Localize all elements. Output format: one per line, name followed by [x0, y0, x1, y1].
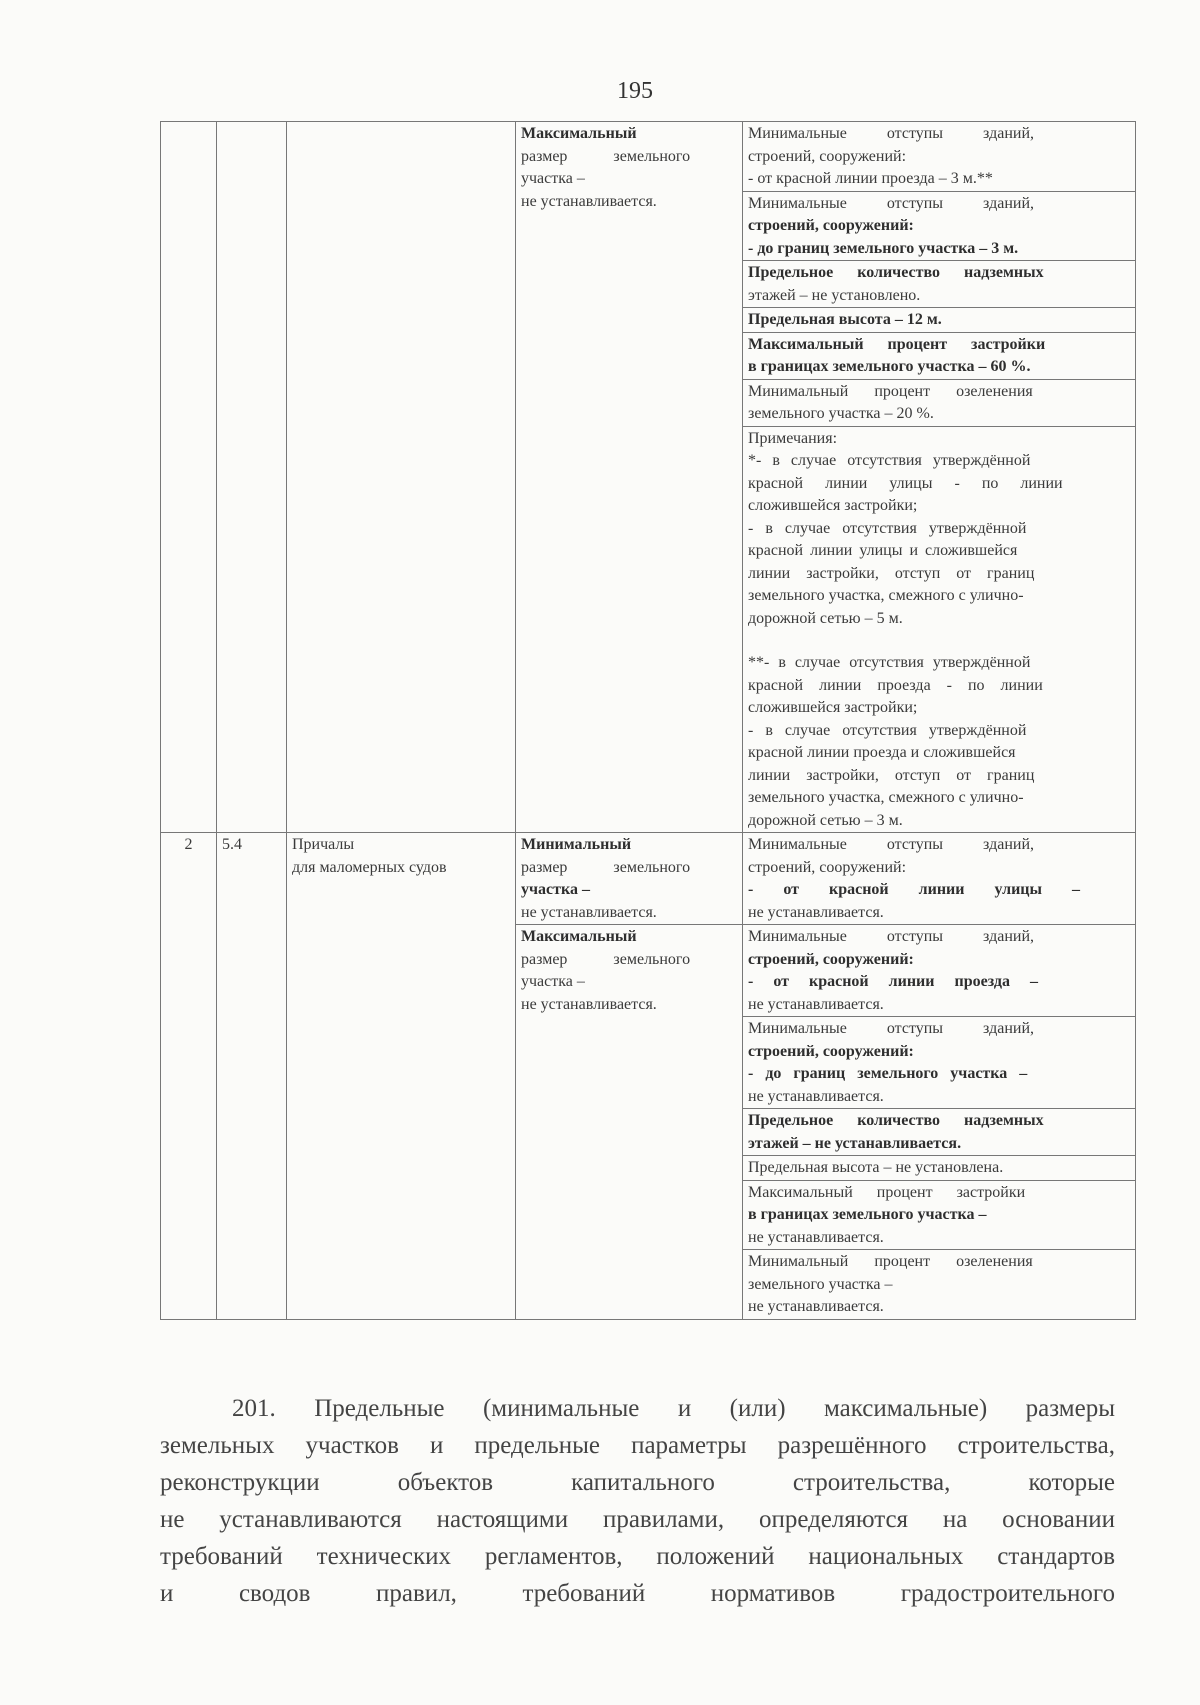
name-cell-empty: [287, 122, 516, 833]
code-cell-empty: [217, 122, 287, 833]
max-size-cell: Максимальный размер земельного участка – не устанавливается.: [516, 925, 743, 1320]
use-code: 5.4: [217, 833, 287, 1320]
param-cell: Минимальные отступы зданий, строений, сооружений: - от красной линии проезда – не устанавливается.: [743, 925, 1136, 1017]
table-row: [161, 122, 1136, 192]
param-cell: Предельное количество надземных этажей – не устанавливается.: [743, 1109, 1136, 1156]
land-parameters-table: [160, 121, 1136, 1320]
max-size-cell: Максимальный размер земельного участка – не устанавливается.: [516, 122, 743, 833]
param-cell: Предельная высота – 12 м.: [743, 308, 1136, 333]
param-cell: Максимальный процент застройки в границах земельного участка – 60 %.: [743, 332, 1136, 379]
param-cell: Минимальные отступы зданий, строений, сооружений: - до границ земельного участка – не устанавливается.: [743, 1017, 1136, 1109]
use-name: Причалы для маломерных судов: [287, 833, 516, 1320]
param-cell: Минимальные отступы зданий, строений, сооружений: - от красной линии проезда – 3 м.**: [743, 122, 1136, 192]
param-cell: Минимальные отступы зданий, строений, сооружений: - до границ земельного участка – 3 м.: [743, 191, 1136, 261]
notes-cell: Примечания: *- в случае отсутствия утверждённой красной линии улицы - по линии сложившейся застройки; - в случае отсутствия утверждённой красной линии улицы и сложившейся линии застройки, отступ от границ земельного участка, смежного с улично- дорожной сетью – 5 м. **- в случае отсутствия утверждённой красной линии проезда - по линии сложившейся застройки; - в случае отсутствия утверждённой красной линии проезда и сложившейся линии застройки, отступ от границ земельного участка, смежного с улично- дорожной сетью – 3 м.: [743, 426, 1136, 833]
number-cell-empty: [161, 122, 217, 833]
param-cell: Минимальные отступы зданий, строений, сооружений: - от красной линии улицы – не устанавливается.: [743, 833, 1136, 925]
min-size-cell: Минимальный размер земельного участка – не устанавливается.: [516, 833, 743, 925]
row-number: 2: [161, 833, 217, 1320]
page-number: 195: [617, 78, 653, 104]
param-cell: Предельное количество надземных этажей – не установлено.: [743, 261, 1136, 308]
param-cell: Минимальный процент озеленения земельного участка – не устанавливается.: [743, 1250, 1136, 1320]
param-cell: Максимальный процент застройки в границах земельного участка – не устанавливается.: [743, 1180, 1136, 1250]
param-cell: Минимальный процент озеленения земельного участка – 20 %.: [743, 379, 1136, 426]
param-cell: Предельная высота – не установлена.: [743, 1156, 1136, 1181]
paragraph-201: 201. Предельные (минимальные и (или) максимальные) размеры земельных участков и предельные параметры разрешённого строительства, реконструкции объектов капитального строительства, которые не устанавливаются настоящими правилами, определяются на основании требований технических регламентов, положений национальных стандартов и сводов правил, требований нормативов градостроительного: [160, 1395, 1115, 1607]
table-row: [161, 833, 1136, 925]
